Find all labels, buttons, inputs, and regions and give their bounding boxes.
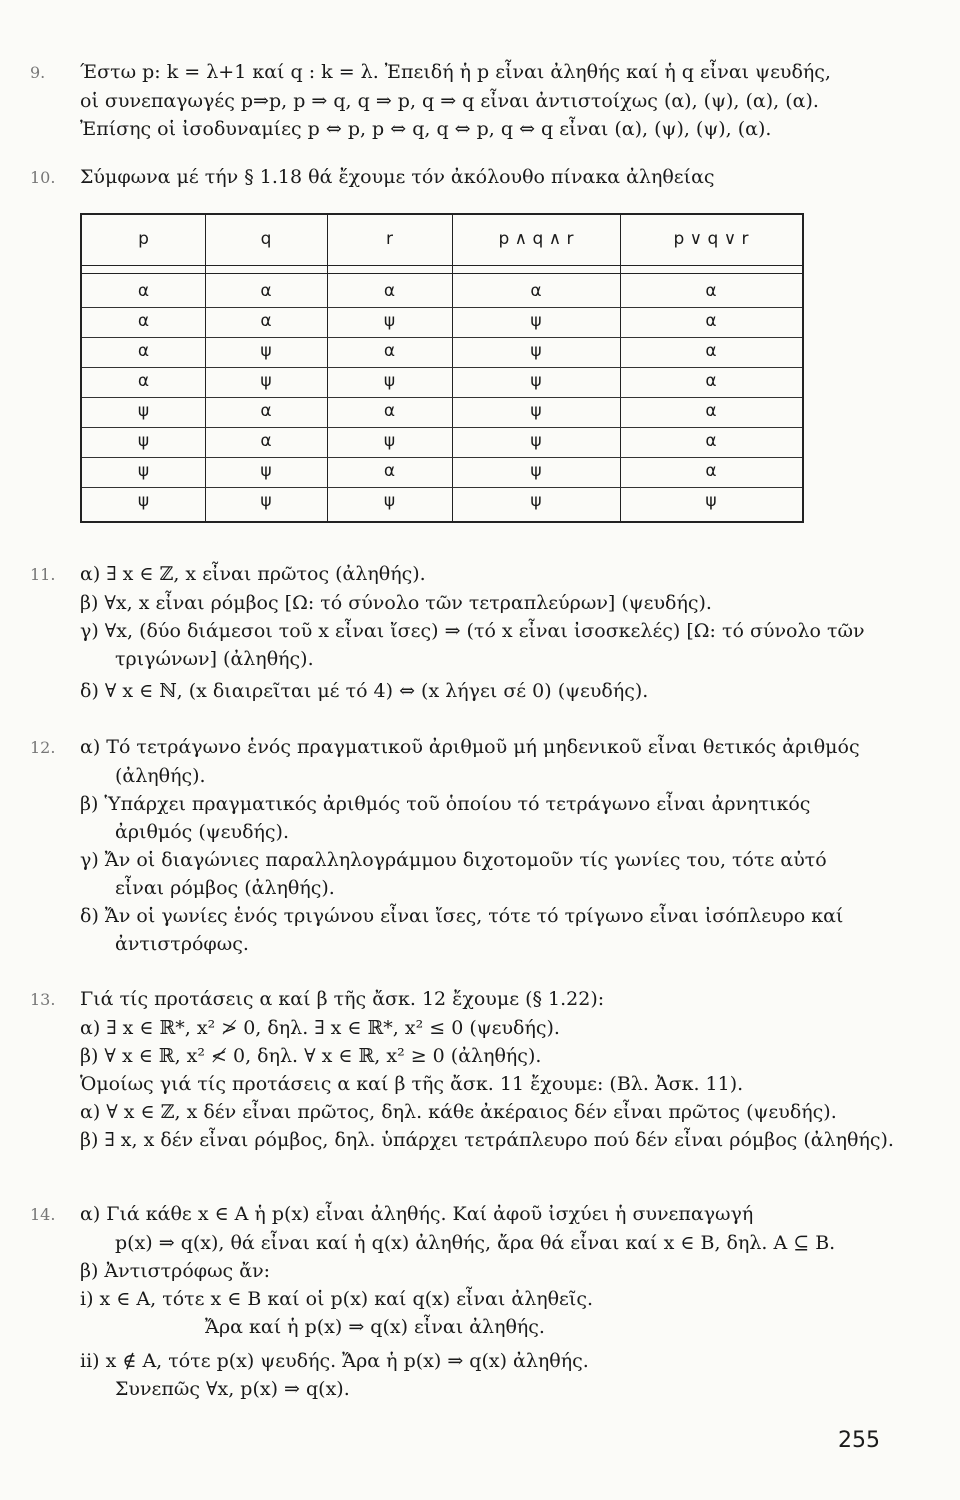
table-cell: ψ — [260, 371, 272, 391]
table-cell: ψ — [530, 431, 542, 451]
item-a: α) ∃ x ∈ ℤ, x εἶναι πρῶτος (ἀληθής). — [80, 563, 426, 585]
item-c: γ) Ἄν οἱ διαγώνιες παραλληλογράμμου διχοτομοῦν τίς γωνίες του, τότε αὐτό — [80, 849, 827, 871]
text-line: Ἐπίσης οἱ ἰσοδυναμίες p ⇔ p, p ⇔ q, q ⇔ p, q ⇔ q εἶναι (α), (ψ), (ψ), (α). — [80, 118, 772, 140]
table-cell: α — [137, 341, 150, 361]
conclusion: Συνεπῶς ∀x, p(x) ⇒ q(x). — [115, 1378, 350, 1400]
table-cell: α — [705, 431, 717, 451]
table-cell: ψ — [383, 311, 396, 331]
table-cell: α — [705, 281, 717, 301]
item-b: β) Ἀντιστρόφως ἄν: — [80, 1260, 271, 1282]
item-d-cont: ἀντιστρόφως. — [115, 933, 249, 955]
header-r: r — [386, 229, 393, 249]
table-cell: α — [705, 311, 717, 331]
header-and: p ∧ q ∧ r — [498, 229, 574, 249]
table-cell: ψ — [705, 491, 717, 511]
table-cell: α — [260, 311, 272, 331]
exercise-10 — [30, 163, 900, 192]
exercise-number: 10. — [30, 168, 56, 187]
table-cell: α — [705, 341, 717, 361]
row-divider — [82, 427, 802, 428]
header-p: p — [138, 229, 149, 249]
exercise-number: 13. — [30, 990, 56, 1009]
item-c: γ) ∀x, (δύο διάμεσοι τοῦ x εἶναι ἴσες) ⇒ (τό x εἶναι ἰσοσκελές) [Ω: τό σύνολο τῶν — [80, 620, 865, 642]
item-a-cont: p(x) ⇒ q(x), θά εἶναι καί ἡ q(x) ἀληθής, ἄρα θά εἶναι καί x ∈ B, δηλ. A ⊆ B. — [115, 1232, 836, 1254]
table-cell: ψ — [530, 311, 542, 331]
item-b: β) ∀ x ∈ ℝ, x² ≮ 0, δηλ. ∀ x ∈ ℝ, x² ≥ 0 (ἀληθής). — [80, 1045, 542, 1067]
table-cell: ψ — [137, 461, 150, 481]
item-d: δ) Ἄν οἱ γωνίες ἑνός τριγώνου εἶναι ἴσες, τότε τό τρίγωνο εἶναι ἰσόπλευρο καί — [80, 905, 844, 927]
table-cell: ψ — [530, 491, 542, 511]
table-cell: α — [137, 311, 150, 331]
text-line: οἱ συνεπαγωγές p⇒p, p ⇒ q, q ⇒ p, q ⇒ q εἶναι ἀντιστοίχως (α), (ψ), (α), (α). — [80, 90, 819, 112]
page-number: 255 — [838, 1428, 880, 1453]
table-cell: α — [530, 281, 542, 301]
table-cell: α — [705, 401, 717, 421]
item-a: α) Γιά κάθε x ∈ A ἡ p(x) εἶναι ἀληθής. Καί ἀφοῦ ἰσχύει ἡ συνεπαγωγή — [80, 1203, 754, 1225]
table-cell: ψ — [137, 431, 150, 451]
header-rule — [82, 273, 802, 274]
exercise-13 — [30, 985, 900, 1154]
table-cell: ψ — [530, 401, 542, 421]
intro: Γιά τίς προτάσεις α καί β τῆς ἄσκ. 12 ἔχουμε (§ 1.22): — [80, 988, 605, 1010]
exercise-14 — [30, 1200, 900, 1403]
table-cell: ψ — [260, 461, 272, 481]
exercise-number: 9. — [30, 63, 46, 82]
exercise-number: 14. — [30, 1205, 56, 1224]
exercise-number: 12. — [30, 738, 56, 757]
item-a: α) Τό τετράγωνο ἑνός πραγματικοῦ ἀριθμοῦ μή μηδενικοῦ εἶναι θετικός ἀριθμός — [80, 736, 860, 758]
item-b-cont: ἀριθμός (ψευδής). — [115, 821, 289, 843]
row-divider — [82, 337, 802, 338]
row-divider — [82, 367, 802, 368]
table-cell: α — [137, 371, 150, 391]
table-cell: ψ — [383, 431, 396, 451]
header-or: p ∨ q ∨ r — [673, 229, 749, 249]
table-cell: α — [383, 341, 396, 361]
table-cell: ψ — [260, 341, 272, 361]
item-c: α) ∀ x ∈ ℤ, x δέν εἶναι πρῶτος, δηλ. κάθε ἀκέραιος δέν εἶναι πρῶτος (ψευδής). — [80, 1101, 837, 1123]
table-cell: α — [137, 281, 150, 301]
table-cell: α — [383, 461, 396, 481]
row-divider — [82, 457, 802, 458]
table-cell: ψ — [137, 491, 150, 511]
table-cell: ψ — [530, 341, 542, 361]
row-divider — [82, 487, 802, 488]
item-a: α) ∃ x ∈ ℝ*, x² ≯ 0, δηλ. ∃ x ∈ ℝ*, x² ≤ 0 (ψευδής). — [80, 1017, 560, 1039]
table-cell: α — [260, 431, 272, 451]
header-q: q — [260, 229, 272, 249]
table-cell: ψ — [530, 461, 542, 481]
truth-table — [80, 213, 804, 523]
case-ii: ii) x ∉ A, τότε p(x) ψευδής. Ἄρα ἡ p(x) ⇒ q(x) ἀληθής. — [80, 1350, 589, 1372]
case-i-cont: Ἄρα καί ἡ p(x) ⇒ q(x) εἶναι ἀληθής. — [205, 1316, 545, 1338]
exercise-12 — [30, 733, 900, 958]
similar-text: Ὁμοίως γιά τίς προτάσεις α καί β τῆς ἄσκ. 11 ἔχουμε: (Βλ. Ἀσκ. 11). — [80, 1073, 744, 1095]
case-i: i) x ∈ A, τότε x ∈ B καί οἱ p(x) καί q(x) εἶναι ἀληθεῖς. — [80, 1288, 594, 1310]
exercise-11 — [30, 560, 900, 705]
table-cell: α — [383, 281, 396, 301]
exercise-9 — [30, 58, 900, 143]
item-a-cont: (ἀληθής). — [115, 765, 206, 787]
item-b: β) Ὑπάρχει πραγματικός ἀριθμός τοῦ ὁποίου τό τετράγωνο εἶναι ἀρνητικός — [80, 793, 811, 815]
item-c-cont: τριγώνων] (ἀληθής). — [115, 648, 314, 670]
table-cell: α — [383, 401, 396, 421]
header-rule — [82, 265, 802, 266]
table-cell: ψ — [137, 401, 150, 421]
row-divider — [82, 397, 802, 398]
table-cell: α — [260, 281, 272, 301]
item-d: δ) ∀ x ∈ ℕ, (x διαιρεῖται μέ τό 4) ⇔ (x λήγει σέ 0) (ψευδής). — [80, 680, 649, 702]
table-cell: α — [260, 401, 272, 421]
item-c-cont: εἶναι ρόμβος (ἀληθής). — [115, 877, 335, 899]
table-cell: α — [705, 461, 717, 481]
item-b: β) ∀x, x εἶναι ρόμβος [Ω: τό σύνολο τῶν τετραπλεύρων] (ψευδής). — [80, 592, 712, 614]
table-cell: ψ — [530, 371, 542, 391]
item-d: β) ∃ x, x δέν εἶναι ρόμβος, δηλ. ὑπάρχει τετράπλευρο πού δέν εἶναι ρόμβος (ἀληθής). — [80, 1129, 894, 1151]
table-cell: ψ — [260, 491, 272, 511]
text-line: Σύμφωνα μέ τήν § 1.18 θά ἔχουμε τόν ἀκόλουθο πίνακα ἀληθείας — [80, 166, 715, 188]
exercise-number: 11. — [30, 565, 56, 584]
table-cell: ψ — [383, 491, 396, 511]
text-line: Έστω p: k = λ+1 καί q : k = λ. Ἐπειδή ἡ p εἶναι ἀληθής καί ἡ q εἶναι ψευδής, — [80, 61, 831, 83]
table-cell: ψ — [383, 371, 396, 391]
table-cell: α — [705, 371, 717, 391]
row-divider — [82, 307, 802, 308]
